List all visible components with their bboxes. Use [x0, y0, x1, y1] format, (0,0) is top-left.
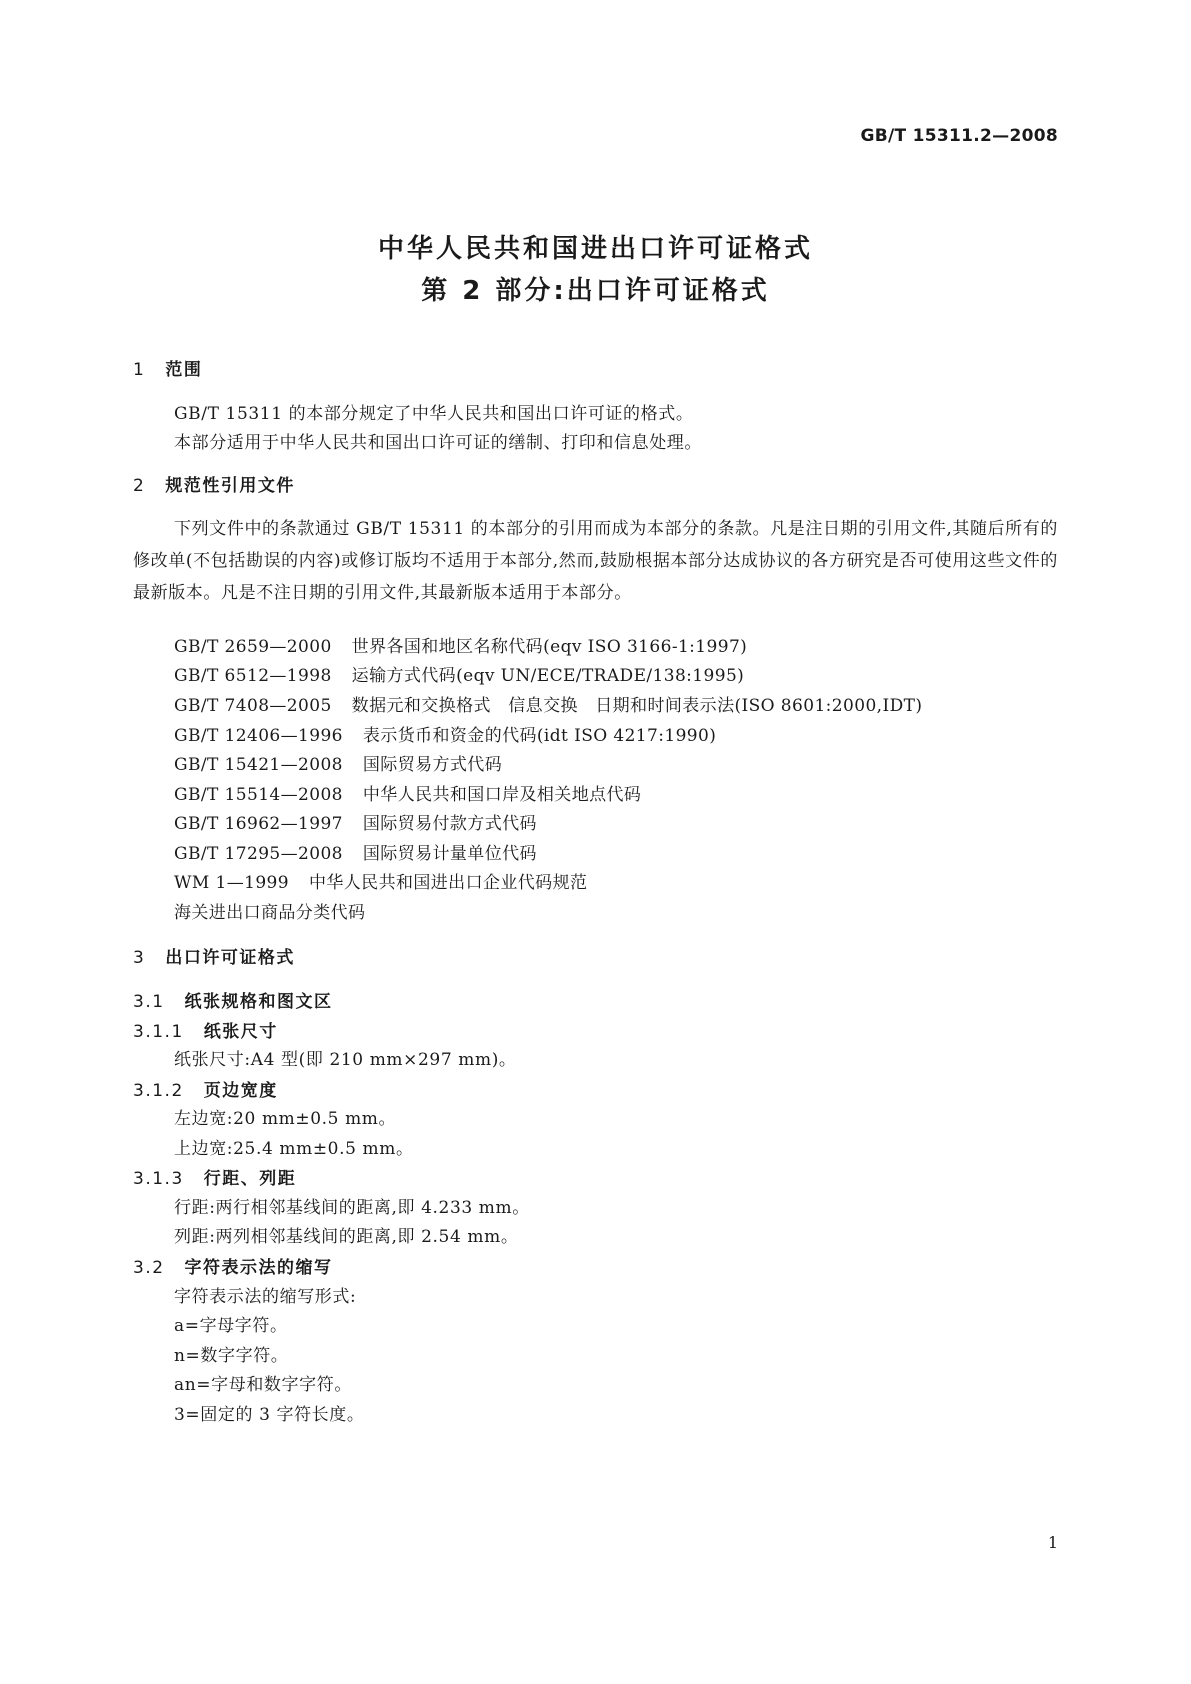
section-number: 3.1.3 — [133, 1169, 184, 1189]
paragraph: 字符表示法的缩写形式: — [174, 1287, 357, 1307]
section-3-1-heading — [133, 987, 333, 1012]
section-3-1-1-heading — [133, 1017, 278, 1042]
section-title: 规范性引用文件 — [165, 476, 295, 496]
paragraph: 3=固定的 3 字符长度。 — [174, 1405, 365, 1425]
paragraph: 列距:两列相邻基线间的距离,即 2.54 mm。 — [174, 1227, 519, 1247]
paragraph: 上边宽:25.4 mm±0.5 mm。 — [174, 1139, 414, 1159]
section-number: 2 — [133, 476, 146, 496]
reference-code: GB/T 15514—2008 — [174, 785, 343, 805]
reference-code: GB/T 12406—1996 — [174, 726, 343, 746]
section-title: 出口许可证格式 — [165, 948, 295, 968]
section-number: 3.1.2 — [133, 1081, 184, 1101]
reference-item — [174, 780, 641, 805]
section-title: 纸张规格和图文区 — [184, 992, 333, 1012]
section-title: 范围 — [165, 360, 203, 380]
standard-number: GB/T 15311.2—2008 — [860, 126, 1058, 146]
section-title: 字符表示法的缩写 — [184, 1258, 333, 1278]
reference-item — [174, 868, 587, 893]
section-3-heading — [133, 943, 295, 968]
paragraph: a=字母字符。 — [174, 1316, 288, 1336]
reference-item — [174, 839, 537, 864]
reference-code: GB/T 16962—1997 — [174, 814, 343, 834]
reference-title: 国际贸易方式代码 — [362, 755, 503, 775]
paragraph: an=字母和数字字符。 — [174, 1375, 352, 1395]
section-3-1-3-heading — [133, 1164, 296, 1189]
paragraph: 左边宽:20 mm±0.5 mm。 — [174, 1109, 397, 1129]
document-subtitle: 第 2 部分:出口许可证格式 — [421, 276, 770, 306]
section-3-1-2-heading — [133, 1076, 278, 1101]
paragraph: GB/T 15311 的本部分规定了中华人民共和国出口许可证的格式。 — [174, 404, 694, 424]
reference-code: WM 1—1999 — [174, 873, 289, 893]
reference-title: 表示货币和资金的代码(idt ISO 4217:1990) — [362, 726, 717, 746]
reference-title: 数据元和交换格式 信息交换 日期和时间表示法(ISO 8601:2000,IDT) — [351, 696, 923, 716]
reference-item — [174, 721, 716, 746]
section-1-heading — [133, 355, 202, 380]
reference-item — [174, 661, 744, 686]
reference-item — [174, 750, 502, 775]
paragraph: 行距:两行相邻基线间的距离,即 4.233 mm。 — [174, 1198, 530, 1218]
reference-code: GB/T 15421—2008 — [174, 755, 343, 775]
reference-item — [174, 809, 537, 834]
page-number: 1 — [1047, 1533, 1058, 1552]
document-title: 中华人民共和国进出口许可证格式 — [377, 234, 813, 264]
section-title: 页边宽度 — [203, 1081, 278, 1101]
reference-title: 运输方式代码(eqv UN/ECE/TRADE/138:1995) — [351, 666, 745, 686]
reference-code: GB/T 6512—1998 — [174, 666, 332, 686]
paragraph: 纸张尺寸:A4 型(即 210 mm×297 mm)。 — [174, 1050, 517, 1070]
reference-title: 世界各国和地区名称代码(eqv ISO 3166-1:1997) — [351, 637, 748, 657]
reference-item: 海关进出口商品分类代码 — [174, 903, 366, 923]
reference-title: 国际贸易计量单位代码 — [362, 844, 537, 864]
normative-references-intro: 下列文件中的条款通过 GB/T 15311 的本部分的引用而成为本部分的条款。凡是注日期的引用文件,其随后所有的修改单(不包括勘误的内容)或修订版均不适用于本部分,然而,鼓励根据本部分达成协议的各方研究是否可使用这些文件的最新版本。凡是不注日期的引用文件,其最新版本适用于本部分。 — [133, 519, 1058, 603]
section-title: 行距、列距 — [203, 1169, 297, 1189]
reference-code: GB/T 2659—2000 — [174, 637, 332, 657]
section-3-2-heading — [133, 1253, 333, 1278]
reference-code: GB/T 7408—2005 — [174, 696, 332, 716]
section-number: 3 — [133, 948, 146, 968]
section-number: 1 — [133, 360, 146, 380]
section-number: 3.1.1 — [133, 1022, 184, 1042]
section-number: 3.2 — [133, 1258, 165, 1278]
section-title: 纸张尺寸 — [203, 1022, 278, 1042]
reference-title: 中华人民共和国口岸及相关地点代码 — [362, 785, 642, 805]
reference-item — [174, 632, 747, 657]
paragraph: 本部分适用于中华人民共和国出口许可证的缮制、打印和信息处理。 — [174, 433, 702, 453]
section-number: 3.1 — [133, 992, 165, 1012]
reference-item — [174, 691, 922, 716]
reference-title: 国际贸易付款方式代码 — [362, 814, 537, 834]
paragraph: n=数字字符。 — [174, 1346, 289, 1366]
reference-code: GB/T 17295—2008 — [174, 844, 343, 864]
section-2-heading — [133, 471, 295, 496]
reference-title: 中华人民共和国进出口企业代码规范 — [308, 873, 588, 893]
